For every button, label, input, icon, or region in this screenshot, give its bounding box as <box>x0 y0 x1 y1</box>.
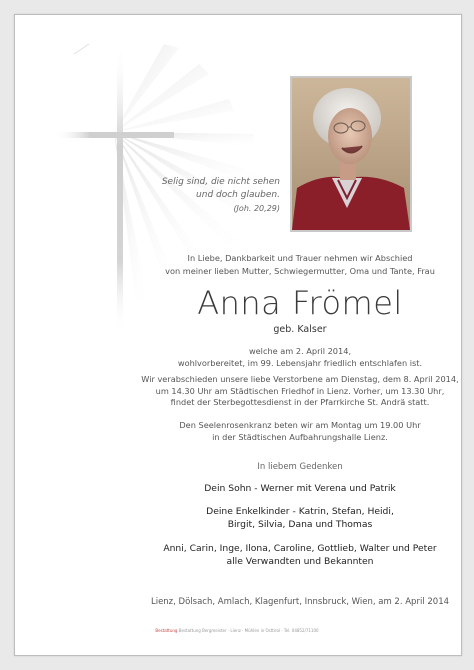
place-and-date: Lienz, Dölsach, Amlach, Klagenfurt, Innsbruck, Wien, am 2. April 2014 <box>150 597 450 607</box>
funeral-line-1: Wir verabschieden unsere liebe Verstorbene am Dienstag, dem 8. April 2014, <box>141 374 459 384</box>
death-line-1: welche am 2. April 2014, <box>248 346 352 356</box>
maiden-name: geb. Kalser <box>273 324 327 335</box>
quote-reference: (Joh. 20,29) <box>233 204 280 213</box>
portrait-photo <box>290 76 412 232</box>
intro-line-2: von meiner lieben Mutter, Schwiegermutter, Oma und Tante, Frau <box>165 266 435 276</box>
footer-brand: Bestattung <box>155 628 178 633</box>
death-notice <box>140 346 460 369</box>
deceased-name: Anna Frömel <box>197 284 403 322</box>
footer-text: Bestattung Bergmeister · Lienz · Mühlen in Osttirol · Tel. 04852/71100 <box>178 628 319 633</box>
footer-imprint <box>14 628 460 633</box>
intro-text <box>140 252 460 278</box>
quote-line-1: Selig sind, die nicht sehen <box>161 177 280 187</box>
grandchildren-line-2: Birgit, Silvia, Dana und Thomas <box>227 519 373 530</box>
rosary-line-1: Den Seelenrosenkranz beten wir am Montag um 19.00 Uhr <box>179 420 421 430</box>
grandchildren-line-1: Deine Enkelkinder - Katrin, Stefan, Heidi, <box>206 506 394 517</box>
relatives-line-2: alle Verwandten und Bekannten <box>226 556 374 567</box>
bible-quote <box>120 176 280 215</box>
family-relatives <box>140 542 460 568</box>
death-line-2: wohlvorbereitet, im 99. Lebensjahr friedlich entschlafen ist. <box>177 357 423 368</box>
rosary-line-2: in der Städtischen Aufbahrungshalle Lienz. <box>212 431 388 442</box>
family-son: Dein Sohn - Werner mit Verena und Patrik <box>204 483 396 494</box>
funeral-line-2: um 14.30 Uhr am Städtischen Friedhof in Lienz. Vorher, um 13.30 Uhr, <box>155 385 445 396</box>
quote-line-2: und doch glauben. <box>196 190 280 200</box>
funeral-details <box>140 374 460 409</box>
intro-line-1: In Liebe, Dankbarkeit und Trauer nehmen wir Abschied <box>187 253 413 263</box>
remembrance-heading: In liebem Gedenken <box>257 462 343 472</box>
funeral-line-3: findet der Sterbegottesdienst in der Pfarrkirche St. Andrä statt. <box>170 397 430 407</box>
family-grandchildren <box>140 505 460 531</box>
relatives-line-1: Anni, Carin, Inge, Ilona, Caroline, Gottlieb, Walter und Peter <box>163 543 437 554</box>
rosary-details <box>140 420 460 443</box>
